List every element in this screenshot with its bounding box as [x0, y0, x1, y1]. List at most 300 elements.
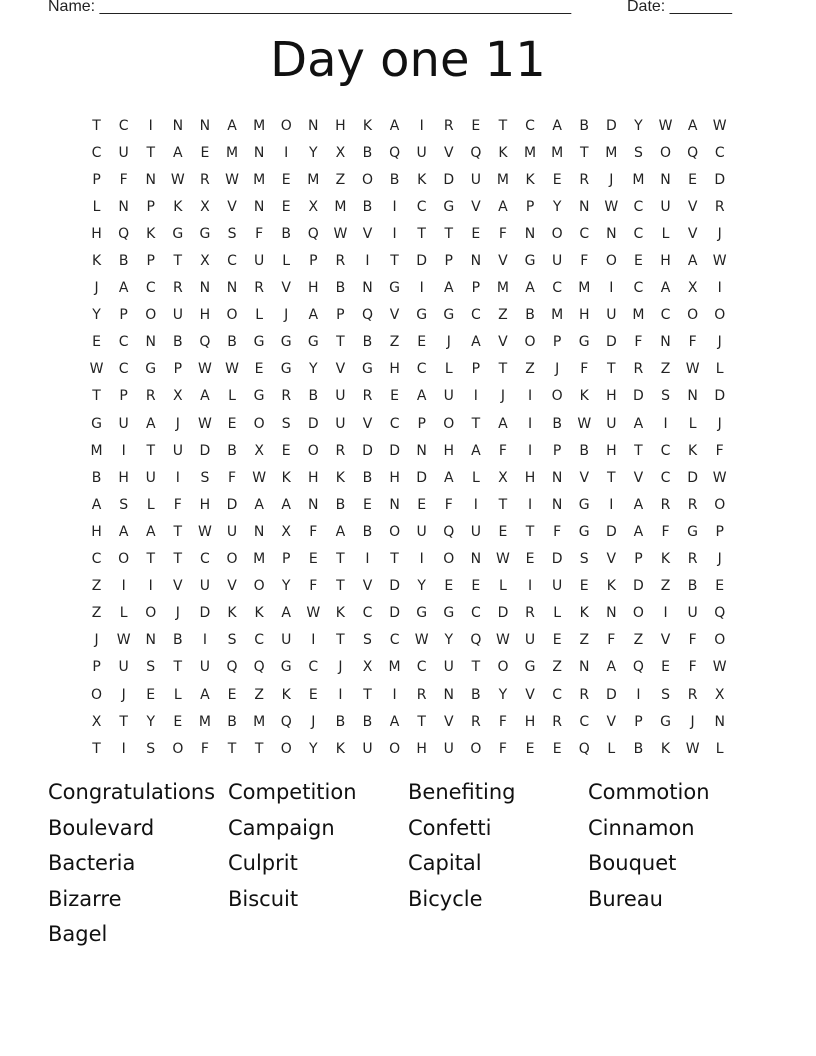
grid-letter: I: [365, 551, 370, 568]
grid-letter: H: [91, 225, 102, 242]
word-list-item: Capital: [408, 851, 482, 876]
grid-letter: V: [498, 334, 508, 351]
grid-letter: O: [714, 632, 726, 649]
grid-letter: N: [253, 523, 265, 540]
grid-letter: J: [94, 632, 99, 649]
grid-letter: R: [335, 442, 346, 459]
grid-letter: N: [362, 280, 373, 297]
grid-letter: Y: [146, 713, 156, 730]
grid-letter: E: [525, 740, 535, 757]
grid-letter: O: [91, 686, 103, 703]
grid-letter: E: [471, 117, 481, 134]
grid-letter: N: [389, 496, 400, 513]
grid-letter: K: [227, 605, 237, 622]
grid-letter: B: [579, 117, 590, 134]
grid-letter: R: [633, 361, 644, 378]
grid-letter: M: [578, 280, 591, 297]
grid-letter: R: [552, 713, 562, 730]
grid-letter: K: [417, 171, 427, 188]
grid-letter: W: [225, 361, 239, 378]
grid-letter: R: [335, 253, 346, 270]
grid-letter: O: [660, 144, 672, 161]
grid-letter: R: [579, 686, 590, 703]
grid-letter: G: [416, 605, 428, 622]
grid-letter: Q: [632, 659, 644, 676]
grid-letter: Q: [226, 659, 238, 676]
grid-letter: C: [91, 551, 102, 568]
page-title: Day one 11: [270, 32, 546, 88]
grid-letter: N: [606, 605, 617, 622]
grid-letter: A: [281, 496, 291, 513]
grid-letter: Z: [660, 578, 671, 595]
grid-letter: V: [443, 713, 454, 730]
grid-letter: I: [527, 496, 533, 513]
grid-letter: X: [281, 523, 291, 540]
grid-letter: H: [308, 469, 319, 486]
grid-letter: E: [579, 578, 589, 595]
grid-letter: U: [335, 415, 346, 432]
grid-letter: G: [280, 659, 292, 676]
grid-letter: Q: [389, 144, 401, 161]
grid-letter: Z: [525, 361, 535, 378]
grid-letter: K: [335, 469, 345, 486]
grid-letter: D: [362, 442, 373, 459]
grid-letter: V: [227, 578, 237, 595]
grid-letter: G: [443, 605, 455, 622]
grid-letter: U: [199, 578, 211, 595]
grid-letter: O: [145, 307, 157, 324]
grid-letter: G: [524, 659, 536, 676]
grid-letter: G: [443, 198, 455, 215]
grid-letter: D: [605, 523, 617, 540]
grid-letter: C: [91, 144, 102, 161]
grid-letter: X: [498, 469, 508, 486]
grid-letter: F: [173, 496, 182, 513]
grid-letter: V: [389, 307, 400, 324]
grid-letter: R: [145, 388, 156, 405]
grid-letter: A: [525, 280, 535, 297]
grid-letter: V: [362, 578, 373, 595]
grid-letter: C: [552, 686, 563, 703]
grid-letter: U: [443, 740, 454, 757]
grid-letter: T: [498, 361, 508, 378]
word-list-item: Bureau: [588, 886, 663, 911]
grid-letter: K: [362, 117, 373, 134]
grid-letter: E: [308, 551, 318, 568]
grid-letter: H: [660, 253, 671, 270]
grid-letter: W: [170, 171, 185, 188]
grid-letter: E: [471, 578, 481, 595]
grid-letter: P: [471, 361, 481, 378]
grid-letter: P: [119, 307, 128, 324]
grid-letter: Y: [309, 740, 318, 757]
grid-letter: D: [714, 171, 726, 188]
grid-letter: F: [227, 469, 237, 486]
grid-letter: K: [606, 578, 616, 595]
grid-letter: X: [335, 144, 346, 161]
grid-letter: Q: [361, 307, 373, 324]
grid-letter: A: [173, 144, 183, 161]
grid-letter: F: [688, 659, 697, 676]
grid-letter: I: [338, 686, 343, 703]
grid-letter: P: [634, 551, 643, 568]
grid-letter: M: [388, 659, 401, 676]
grid-letter: L: [92, 198, 101, 215]
grid-letter: A: [389, 713, 400, 730]
grid-letter: H: [443, 442, 455, 459]
grid-letter: F: [498, 225, 507, 242]
grid-letter: V: [525, 686, 535, 703]
grid-letter: T: [336, 551, 345, 568]
grid-letter: C: [579, 713, 590, 730]
grid-letter: H: [389, 361, 400, 378]
grid-letter: Y: [634, 117, 643, 134]
grid-letter: N: [578, 659, 590, 676]
grid-letter: V: [362, 225, 373, 242]
grid-letter: K: [254, 605, 264, 622]
grid-letter: G: [443, 307, 455, 324]
date-field-label: Date: _______: [627, 0, 732, 15]
grid-letter: N: [145, 334, 156, 351]
grid-letter: T: [417, 225, 426, 242]
grid-letter: H: [578, 307, 590, 324]
grid-letter: E: [146, 686, 156, 703]
grid-letter: S: [363, 632, 372, 649]
grid-letter: E: [308, 686, 318, 703]
grid-letter: I: [473, 388, 478, 405]
grid-letter: M: [524, 144, 537, 161]
grid-letter: V: [579, 469, 590, 486]
grid-letter: A: [200, 686, 210, 703]
grid-letter: Z: [389, 334, 400, 351]
grid-letter: T: [92, 740, 101, 757]
grid-letter: P: [552, 442, 562, 459]
grid-letter: J: [94, 280, 99, 297]
grid-letter: R: [687, 551, 698, 568]
grid-letter: Q: [714, 605, 726, 622]
grid-letter: E: [688, 171, 698, 188]
grid-letter: O: [524, 334, 536, 351]
grid-letter: V: [281, 280, 291, 297]
grid-letter: O: [605, 253, 617, 270]
grid-letter: S: [579, 551, 589, 568]
grid-letter: J: [555, 361, 560, 378]
grid-letter: B: [227, 334, 237, 351]
grid-letter: Y: [309, 361, 318, 378]
grid-letter: P: [281, 551, 291, 568]
grid-letter: E: [254, 361, 264, 378]
grid-letter: L: [715, 740, 724, 757]
grid-letter: I: [121, 442, 126, 459]
grid-letter: C: [118, 334, 129, 351]
grid-letter: U: [552, 253, 563, 270]
grid-letter: Y: [552, 198, 562, 215]
grid-letter: W: [414, 632, 429, 649]
grid-letter: J: [311, 713, 316, 730]
grid-letter: A: [498, 415, 508, 432]
grid-letter: T: [254, 740, 264, 757]
grid-letter: T: [227, 740, 237, 757]
grid-letter: M: [632, 171, 645, 188]
grid-letter: N: [470, 551, 482, 568]
grid-letter: N: [308, 496, 319, 513]
grid-letter: O: [118, 551, 130, 568]
grid-letter: B: [389, 171, 400, 188]
grid-letter: D: [416, 253, 428, 270]
grid-letter: H: [524, 469, 536, 486]
grid-letter: M: [307, 171, 320, 188]
grid-letter: H: [118, 469, 129, 486]
grid-letter: A: [606, 659, 617, 676]
grid-letter: Z: [254, 686, 264, 703]
grid-letter: X: [254, 442, 264, 459]
grid-letter: B: [281, 225, 291, 242]
grid-letter: J: [446, 334, 451, 351]
grid-letter: M: [90, 442, 103, 459]
grid-letter: S: [146, 740, 156, 757]
grid-letter: X: [362, 659, 373, 676]
grid-letter: C: [200, 551, 210, 568]
grid-letter: B: [91, 469, 102, 486]
word-list-item: Bicycle: [408, 886, 483, 911]
grid-letter: I: [121, 740, 126, 757]
grid-letter: P: [92, 659, 101, 676]
grid-letter: H: [416, 740, 427, 757]
grid-letter: T: [92, 117, 101, 134]
grid-letter: D: [605, 686, 617, 703]
grid-letter: W: [712, 117, 727, 134]
grid-letter: J: [175, 605, 180, 622]
grid-letter: Y: [498, 686, 508, 703]
grid-letter: U: [172, 442, 183, 459]
grid-letter: B: [173, 334, 183, 351]
word-list-item: Cinnamon: [588, 815, 695, 840]
grid-letter: G: [91, 415, 102, 432]
grid-letter: T: [607, 469, 616, 486]
grid-letter: P: [417, 415, 426, 432]
grid-letter: G: [524, 253, 536, 270]
grid-letter: H: [308, 280, 319, 297]
grid-letter: A: [633, 523, 644, 540]
grid-letter: T: [146, 442, 156, 459]
grid-letter: A: [416, 388, 427, 405]
grid-letter: U: [470, 171, 481, 188]
grid-letter: F: [498, 740, 507, 757]
word-list: [48, 780, 768, 958]
grid-letter: U: [552, 578, 563, 595]
grid-letter: U: [606, 415, 617, 432]
grid-letter: R: [579, 171, 590, 188]
grid-letter: U: [253, 253, 265, 270]
grid-letter: A: [471, 442, 481, 459]
grid-letter: Z: [335, 171, 346, 188]
grid-letter: K: [281, 686, 291, 703]
grid-letter: Q: [280, 713, 292, 730]
grid-letter: L: [661, 225, 670, 242]
grid-letter: F: [444, 496, 453, 513]
grid-letter: F: [255, 225, 264, 242]
grid-letter: H: [199, 307, 211, 324]
grid-letter: K: [335, 740, 345, 757]
grid-letter: D: [226, 496, 238, 513]
grid-letter: P: [173, 361, 183, 378]
grid-letter: F: [309, 523, 318, 540]
grid-letter: I: [419, 551, 424, 568]
grid-letter: X: [173, 388, 183, 405]
grid-letter: A: [389, 117, 400, 134]
grid-letter: R: [660, 496, 671, 513]
grid-letter: T: [417, 713, 426, 730]
grid-letter: A: [200, 388, 210, 405]
grid-letter: R: [687, 686, 698, 703]
grid-letter: E: [417, 334, 427, 351]
grid-letter: C: [633, 225, 644, 242]
grid-letter: F: [498, 442, 507, 459]
grid-letter: A: [471, 334, 481, 351]
grid-letter: A: [281, 605, 291, 622]
word-list-item: Bizarre: [48, 886, 122, 911]
grid-letter: D: [497, 605, 509, 622]
grid-letter: K: [173, 198, 183, 215]
grid-letter: O: [307, 442, 319, 459]
grid-letter: Q: [443, 523, 455, 540]
grid-letter: D: [443, 171, 455, 188]
grid-letter: M: [334, 198, 347, 215]
grid-letter: I: [609, 496, 614, 513]
grid-letter: O: [389, 740, 401, 757]
grid-letter: N: [226, 280, 238, 297]
grid-letter: P: [92, 171, 101, 188]
grid-letter: D: [551, 551, 563, 568]
grid-letter: P: [309, 253, 318, 270]
grid-letter: P: [634, 713, 643, 730]
grid-letter: N: [470, 253, 482, 270]
grid-letter: M: [253, 713, 266, 730]
grid-letter: E: [444, 578, 454, 595]
grid-letter: W: [306, 605, 321, 622]
grid-letter: G: [172, 225, 184, 242]
grid-letter: M: [496, 280, 509, 297]
grid-letter: H: [389, 469, 400, 486]
grid-letter: X: [91, 713, 102, 730]
grid-letter: O: [551, 225, 563, 242]
grid-letter: P: [146, 253, 155, 270]
grid-letter: U: [145, 469, 156, 486]
grid-letter: V: [362, 415, 373, 432]
grid-letter: E: [200, 144, 210, 161]
grid-letter: B: [362, 523, 373, 540]
grid-letter: E: [525, 551, 535, 568]
grid-letter: E: [633, 253, 643, 270]
grid-letter: O: [253, 578, 265, 595]
grid-letter: C: [389, 415, 400, 432]
grid-letter: Q: [687, 144, 699, 161]
grid-letter: K: [579, 605, 589, 622]
grid-letter: B: [362, 198, 373, 215]
grid-letter: L: [715, 361, 724, 378]
grid-letter: W: [658, 117, 673, 134]
grid-letter: I: [284, 144, 289, 161]
grid-letter: I: [311, 632, 316, 649]
grid-letter: G: [253, 334, 265, 351]
grid-letter: O: [687, 307, 699, 324]
grid-letter: W: [252, 469, 267, 486]
grid-letter: H: [335, 117, 346, 134]
grid-letter: L: [607, 740, 616, 757]
word-list-item: Congratulations: [48, 780, 216, 804]
grid-letter: F: [119, 171, 128, 188]
grid-letter: C: [660, 442, 671, 459]
grid-letter: I: [148, 117, 153, 134]
grid-letter: B: [552, 415, 562, 432]
grid-letter: A: [145, 415, 156, 432]
grid-letter: F: [498, 713, 507, 730]
grid-letter: N: [660, 334, 671, 351]
grid-letter: N: [443, 686, 454, 703]
grid-letter: S: [661, 686, 670, 703]
grid-letter: G: [578, 496, 590, 513]
grid-letter: T: [92, 388, 101, 405]
grid-letter: E: [390, 388, 399, 405]
grid-letter: P: [552, 334, 562, 351]
grid-letter: V: [498, 253, 508, 270]
grid-letter: T: [146, 551, 156, 568]
grid-letter: V: [687, 225, 698, 242]
grid-letter: L: [146, 496, 155, 513]
grid-letter: Y: [417, 578, 426, 595]
grid-letter: G: [578, 523, 590, 540]
grid-letter: E: [227, 415, 237, 432]
grid-letter: R: [714, 198, 725, 215]
word-list-item: Confetti: [408, 815, 492, 840]
grid-letter: Q: [253, 659, 265, 676]
grid-letter: C: [362, 605, 373, 622]
grid-letter: J: [717, 334, 722, 351]
grid-letter: I: [392, 225, 397, 242]
grid-letter: D: [605, 334, 617, 351]
grid-letter: N: [416, 442, 427, 459]
grid-letter: L: [553, 605, 562, 622]
grid-letter: O: [253, 415, 265, 432]
grid-letter: A: [254, 496, 264, 513]
grid-letter: W: [712, 659, 727, 676]
word-list-item: Bagel: [48, 922, 108, 947]
grid-letter: K: [91, 253, 102, 270]
grid-letter: Q: [118, 225, 130, 242]
grid-letter: T: [390, 253, 399, 270]
grid-letter: N: [145, 171, 156, 188]
grid-letter: N: [145, 632, 156, 649]
grid-letter: R: [416, 686, 427, 703]
grid-letter: D: [389, 578, 400, 595]
grid-letter: D: [633, 388, 644, 405]
grid-letter: I: [527, 388, 533, 405]
letter-grid: [83, 112, 733, 762]
grid-letter: V: [227, 198, 237, 215]
grid-letter: C: [660, 307, 671, 324]
grid-letter: C: [416, 659, 427, 676]
grid-letter: G: [253, 388, 265, 405]
grid-letter: I: [419, 280, 424, 297]
grid-letter: N: [199, 117, 211, 134]
grid-letter: E: [552, 171, 562, 188]
name-field-label: Name: _____________________________________________________: [48, 0, 572, 15]
grid-letter: N: [199, 280, 211, 297]
grid-letter: B: [633, 740, 644, 757]
grid-letter: W: [577, 415, 592, 432]
grid-letter: E: [498, 523, 508, 540]
grid-letter: D: [307, 415, 319, 432]
